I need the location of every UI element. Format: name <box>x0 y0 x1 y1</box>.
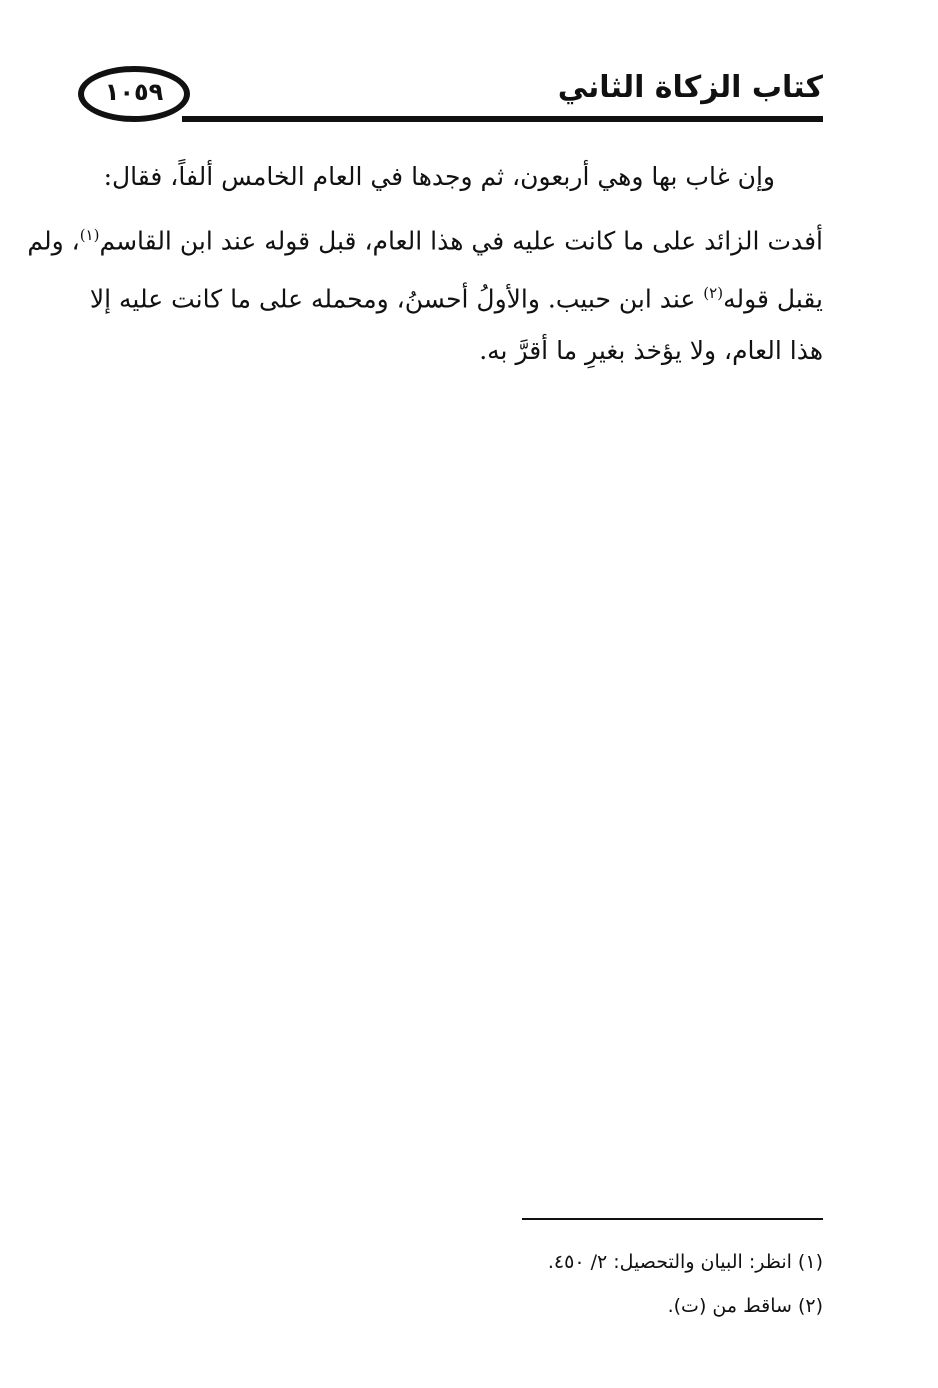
page-header <box>78 62 823 128</box>
text-line-1: وإن غاب بها وهي أربعون، ثم وجدها في العام الخامس ألفاً، فقال: <box>103 162 775 191</box>
text-line-2-main: أفدت الزائد على ما كانت عليه في هذا العام، قبل قوله عند ابن القاسم <box>99 226 823 256</box>
footnotes <box>440 1240 823 1328</box>
text-line-4: هذا العام، ولا يؤخذ بغيرِ ما أقرَّ به. <box>479 336 823 365</box>
main-text <box>27 148 823 380</box>
text-line-3-tail: عند ابن حبيب. والأولُ أحسنُ، ومحمله على ما كانت عليه إلا <box>89 284 704 314</box>
text-line-2-tail: ، ولم <box>27 226 80 256</box>
page-number: ١٠٥٩ <box>104 78 164 106</box>
footnote-1: (١) انظر: البيان والتحصيل: ٢/ ٤٥٠. <box>547 1251 823 1273</box>
text-line-3 <box>78 264 823 322</box>
footnote-separator <box>522 1218 823 1220</box>
running-title: كتاب الزكاة الثاني <box>557 70 823 105</box>
text-line-2 <box>27 206 823 264</box>
header-rule <box>182 116 823 122</box>
text-line-3-main: يقبل قوله <box>723 284 823 314</box>
footnote-marker-2[interactable]: (٢) <box>703 284 724 302</box>
footnote-2: (٢) ساقط من (ت). <box>667 1295 823 1317</box>
footnote-marker-1[interactable]: (١) <box>79 226 100 244</box>
